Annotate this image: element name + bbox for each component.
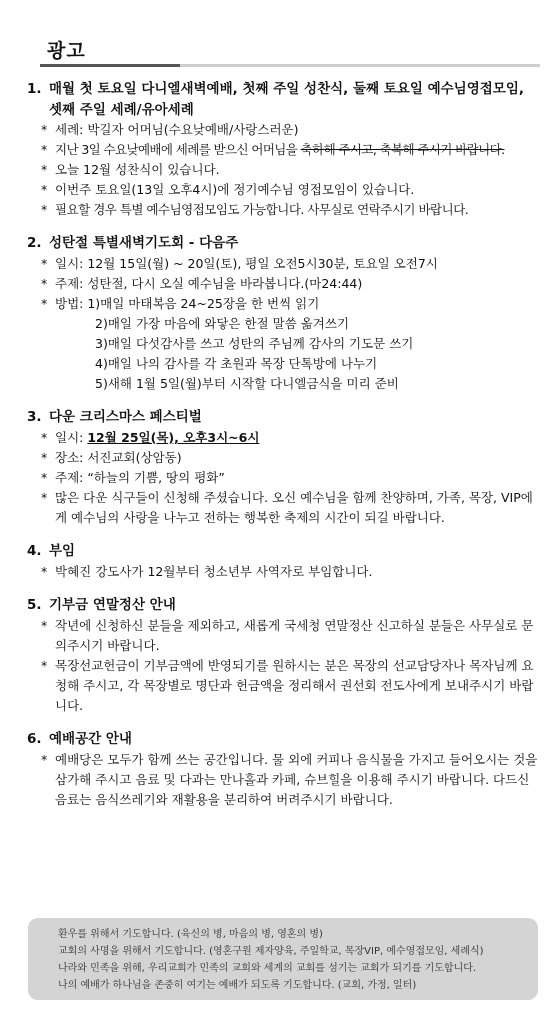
- list-item: * 필요할 경우 특별 예수님영접모임도 가능합니다. 사무실로 연락주시기 바랍니다.: [27, 200, 542, 220]
- bullet-icon: *: [41, 256, 48, 271]
- list-item: * 오늘 12월 성찬식이 있습니다.: [27, 160, 542, 180]
- section-title-text: 부임: [49, 543, 76, 559]
- prayer-line: 환우를 위해서 기도합니다. (육신의 병, 마음의 병, 영혼의 병): [58, 929, 323, 940]
- section-number: 3.: [27, 409, 42, 425]
- bullet-icon: *: [41, 122, 48, 137]
- section-title-text: 다운 크리스마스 페스티벌: [49, 409, 202, 425]
- section-title-continued: 셋째 주일 세례/유아세례: [49, 102, 194, 118]
- section-title-text: 성탄절 특별새벽기도회 - 다음주: [49, 235, 239, 251]
- method-step: 2)매일 가장 마음에 와닿은 한절 말씀 옮겨쓰기: [95, 316, 350, 331]
- bullet-icon: *: [41, 182, 48, 197]
- section-title: [27, 540, 542, 562]
- section-title-text: 기부금 연말정산 안내: [49, 597, 176, 613]
- section-title-text: 예배공간 안내: [49, 731, 132, 747]
- list-item: * 목장선교헌금이 기부금액에 반영되기를 원하시는 분은 목장의 선교담당자나 목자님께 요청해 주시고, 각 목장별로 명단과 헌금액을 정리해서 권선회 전도사에게 보내주시기 바랍니다.: [27, 656, 542, 716]
- section-number: 4.: [27, 543, 42, 559]
- method-step: 4)매일 나의 감사를 각 초원과 목장 단톡방에 나누기: [95, 356, 378, 371]
- bullet-icon: *: [41, 296, 48, 311]
- list-item: * 박혜진 강도사가 12월부터 청소년부 사역자로 부임합니다.: [27, 562, 542, 582]
- section-2: [27, 232, 542, 394]
- bullet-icon: *: [41, 752, 48, 767]
- bullet-icon: *: [41, 142, 48, 157]
- bullet-icon: *: [41, 450, 48, 465]
- bullet-icon: *: [41, 202, 48, 217]
- prayer-line: 나의 예배가 하나님을 존중히 여기는 예배가 되도록 기도합니다. (교회, 가정, 일터): [58, 980, 417, 991]
- prayer-box: [28, 918, 538, 1000]
- list-item: * 이번주 토요일(13일 오후4시)에 정기예수님 영접모임이 있습니다.: [27, 180, 542, 200]
- bullet-icon: *: [41, 430, 48, 445]
- list-item: * 일시: 12월 15일(월) ~ 20일(토), 평일 오전5시30분, 토요일 오전7시: [27, 254, 542, 274]
- section-title-text: 매월 첫 토요일 다니엘새벽예배, 첫째 주일 성찬식, 둘째 토요일 예수님영접모임,: [49, 81, 524, 97]
- list-item: * 방법: 1)매일 마태복음 24~25장을 한 번씩 읽기: [27, 294, 542, 314]
- section-title: [27, 728, 542, 750]
- list-item: * 작년에 신청하신 분들을 제외하고, 새롭게 국세청 연말정산 신고하실 분들은 사무실로 문의주시기 바랍니다.: [27, 616, 542, 656]
- section-number: 2.: [27, 235, 42, 251]
- list-item: * 세례: 박길자 어머님(수요낮예배/사랑스러운): [27, 120, 542, 140]
- section-title: [27, 78, 542, 100]
- section-number: 1.: [27, 81, 42, 97]
- list-item: * 많은 다운 식구들이 신청해 주셨습니다. 오신 예수님을 함께 찬양하며, 가족, 목장, VIP에게 예수님의 사랑을 나누고 전하는 행복한 축제의 시간이 되길 바랍니다.: [27, 488, 542, 528]
- section-title: [27, 406, 542, 428]
- announcements: [27, 78, 542, 822]
- list-item: * 주제: 성탄절, 다시 오실 예수님을 바라봅니다.(마24:44): [27, 274, 542, 294]
- section-4: [27, 540, 542, 582]
- section-title: [27, 594, 542, 616]
- section-3: [27, 406, 542, 528]
- section-number: 6.: [27, 731, 42, 747]
- list-item: * 예배당은 모두가 함께 쓰는 공간입니다. 물 외에 커피나 음식물을 가지고 들어오시는 것을 삼가해 주시고 음료 및 다과는 만나홀과 카페, 슈브힐을 이용해 주시기 바랍니다. 다드신 음료는 음식쓰레기와 재활용을 분리하여 버려주시기 바랍니다.: [27, 750, 542, 810]
- list-item: * 장소: 서진교회(상암동): [27, 448, 542, 468]
- method-step: 5)새해 1월 5일(월)부터 시작할 다니엘금식을 미리 준비: [95, 376, 399, 391]
- section-6: [27, 728, 542, 810]
- bullet-icon: *: [41, 470, 48, 485]
- bullet-icon: *: [41, 490, 48, 505]
- prayer-line: 교회의 사명을 위해서 기도합니다. (영혼구원 제자양육, 주일학교, 목장VIP, 예수영접모임, 세례식): [58, 946, 484, 957]
- bullet-icon: *: [41, 618, 48, 633]
- section-5: [27, 594, 542, 716]
- page-title: 광고: [47, 40, 86, 62]
- event-date: 12월 25일(목), 오후3시~6시: [87, 430, 260, 445]
- bullet-icon: *: [41, 564, 48, 579]
- section-1: [27, 78, 542, 220]
- list-item: * 지난 3일 수요낮예배에 세례를 받으신 어머님을 축하해 주시고, 축복해 주시기 바랍니다.: [27, 140, 542, 160]
- list-item: * 주제: “하늘의 기쁨, 땅의 평화”: [27, 468, 542, 488]
- list-item: * 일시: 12월 25일(목), 오후3시~6시: [27, 428, 542, 448]
- bullet-icon: *: [41, 276, 48, 291]
- strikethrough-text: 축하해 주시고, 축복해 주시기 바랍니다.: [300, 142, 505, 157]
- bullet-icon: *: [41, 162, 48, 177]
- method-step: 3)매일 다섯감사를 쓰고 성탄의 주님께 감사의 기도문 쓰기: [95, 336, 414, 351]
- section-title: [27, 232, 542, 254]
- section-number: 5.: [27, 597, 42, 613]
- title-divider: [40, 64, 540, 67]
- prayer-line: 나라와 민족을 위해, 우리교회가 민족의 교회와 세계의 교회를 섬기는 교회가 되기를 기도합니다.: [58, 963, 477, 974]
- bullet-icon: *: [41, 658, 48, 673]
